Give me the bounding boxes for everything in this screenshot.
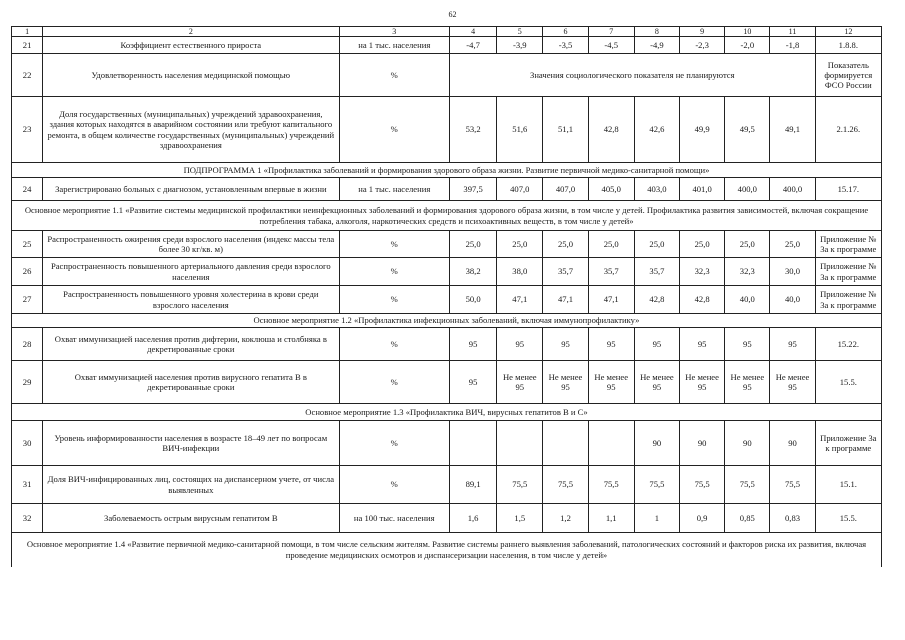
value-cell-8: 75,5 — [634, 466, 679, 504]
value-cell-5: 1,5 — [497, 504, 543, 533]
value-cell-7 — [588, 421, 634, 466]
value-cell-6: 51,1 — [543, 97, 588, 163]
reference-cell: Приложение № 3а к программе — [815, 258, 881, 286]
unit-cell: % — [339, 286, 450, 314]
unit-cell: на 100 тыс. населения — [339, 504, 450, 533]
header-cell-5: 5 — [497, 27, 543, 37]
value-cell-4: 397,5 — [450, 178, 497, 201]
table-row — [12, 466, 882, 504]
unit-cell: % — [339, 97, 450, 163]
reference-cell: Приложение № 3а к программе — [815, 286, 881, 314]
value-cell-11: 49,1 — [770, 97, 815, 163]
value-cell-9: 95 — [680, 328, 725, 361]
indicator-name: Зарегистрировано больных с диагнозом, установленным впервые в жизни — [43, 178, 339, 201]
row-number: 27 — [12, 286, 43, 314]
value-cell-5: 25,0 — [497, 231, 543, 258]
section-row — [12, 314, 882, 328]
value-cell-11: 30,0 — [770, 258, 815, 286]
value-cell-8: 42,8 — [634, 286, 679, 314]
header-cell-8: 8 — [634, 27, 679, 37]
value-cell-5: 95 — [497, 328, 543, 361]
value-cell-11: 95 — [770, 328, 815, 361]
value-cell-8: 25,0 — [634, 231, 679, 258]
value-cell-6: 35,7 — [543, 258, 588, 286]
value-cell-10: 95 — [725, 328, 770, 361]
value-cell-9: -2,3 — [680, 37, 725, 54]
plan-note: Значения социологического показателя не планируются — [450, 54, 816, 97]
header-cell-4: 4 — [450, 27, 497, 37]
row-number: 32 — [12, 504, 43, 533]
reference-cell: 15.1. — [815, 466, 881, 504]
section-title: ПОДПРОГРАММА 1 «Профилактика заболеваний и формирования здорового образа жизни. Развитие первичной медико-санитарной помощи» — [12, 163, 882, 178]
value-cell-5: 51,6 — [497, 97, 543, 163]
value-cell-9: 0,9 — [680, 504, 725, 533]
value-cell-5: 38,0 — [497, 258, 543, 286]
value-cell-7: 405,0 — [588, 178, 634, 201]
indicator-name: Распространенность повышенного уровня холестерина в крови среди взрослого населения — [43, 286, 339, 314]
row-number: 21 — [12, 37, 43, 54]
value-cell-5 — [497, 421, 543, 466]
table-row — [12, 361, 882, 404]
value-cell-4: 25,0 — [450, 231, 497, 258]
indicator-name: Охват иммунизацией населения против дифтерии, коклюша и столбняка в декретированные сроки — [43, 328, 339, 361]
value-cell-7: 35,7 — [588, 258, 634, 286]
section-row — [12, 533, 882, 567]
section-title: Основное мероприятие 1.3 «Профилактика ВИЧ, вирусных гепатитов В и С» — [12, 404, 882, 421]
section-title: Основное мероприятие 1.2 «Профилактика инфекционных заболеваний, включая иммунопрофилактику» — [12, 314, 882, 328]
value-cell-9: 75,5 — [680, 466, 725, 504]
value-cell-7: 25,0 — [588, 231, 634, 258]
value-cell-7: Не менее 95 — [588, 361, 634, 404]
value-cell-8: 42,6 — [634, 97, 679, 163]
reference-cell: 15.5. — [815, 361, 881, 404]
indicator-name: Распространенность повышенного артериального давления среди взрослого населения — [43, 258, 339, 286]
value-cell-4: 1,6 — [450, 504, 497, 533]
value-cell-6: 75,5 — [543, 466, 588, 504]
value-cell-11: 90 — [770, 421, 815, 466]
value-cell-9: 401,0 — [680, 178, 725, 201]
reference-cell: 15.5. — [815, 504, 881, 533]
table-row — [12, 286, 882, 314]
indicator-name: Заболеваемость острым вирусным гепатитом В — [43, 504, 339, 533]
reference-cell: 15.17. — [815, 178, 881, 201]
value-cell-6: 407,0 — [543, 178, 588, 201]
value-cell-8: 90 — [634, 421, 679, 466]
row-number: 22 — [12, 54, 43, 97]
value-cell-4: 95 — [450, 361, 497, 404]
row-number: 26 — [12, 258, 43, 286]
value-cell-11: 0,83 — [770, 504, 815, 533]
section-title: Основное мероприятие 1.1 «Развитие системы медицинской профилактики неинфекционных заболеваний и формирования здорового образа жизни, в том числе у детей. Профилактика развития зависимостей, включая сокращение потребления табака, алкоголя, наркотических средств и психоактивных веществ, в том числе у детей» — [12, 201, 882, 231]
value-cell-8: -4,9 — [634, 37, 679, 54]
value-cell-10: 32,3 — [725, 258, 770, 286]
value-cell-10: 40,0 — [725, 286, 770, 314]
indicator-name: Охват иммунизацией населения против вирусного гепатита В в декретированные сроки — [43, 361, 339, 404]
indicator-name: Распространенность ожирения среди взрослого населения (индекс массы тела более 30 кг/кв. м) — [43, 231, 339, 258]
unit-cell: % — [339, 361, 450, 404]
value-cell-10: Не менее 95 — [725, 361, 770, 404]
value-cell-6: -3,5 — [543, 37, 588, 54]
value-cell-10: 400,0 — [725, 178, 770, 201]
value-cell-11: 75,5 — [770, 466, 815, 504]
unit-cell: % — [339, 258, 450, 286]
value-cell-7: 42,8 — [588, 97, 634, 163]
value-cell-4: -4,7 — [450, 37, 497, 54]
header-cell-10: 10 — [725, 27, 770, 37]
value-cell-4 — [450, 421, 497, 466]
value-cell-6: 47,1 — [543, 286, 588, 314]
indicator-name: Коэффициент естественного прироста — [43, 37, 339, 54]
table-row — [12, 421, 882, 466]
value-cell-4: 89,1 — [450, 466, 497, 504]
value-cell-9: 90 — [680, 421, 725, 466]
section-title: Основное мероприятие 1.4 «Развитие первичной медико-санитарной помощи, в том числе сельским жителям. Развитие системы раннего выявления заболеваний, патологических состояний и факторов риска их развития, включая проведение медицинских осмотров и диспансеризации населения, в том числе у детей» — [12, 533, 882, 567]
indicator-name: Доля государственных (муниципальных) учреждений здравоохранения, здания которых находятся в аварийном состоянии или требуют капитального ремонта, в общем количестве государственных (муниципальных) учреждений здравоохранения — [43, 97, 339, 163]
row-number: 30 — [12, 421, 43, 466]
row-number: 25 — [12, 231, 43, 258]
row-number: 24 — [12, 178, 43, 201]
value-cell-9: 25,0 — [680, 231, 725, 258]
value-cell-10: 90 — [725, 421, 770, 466]
value-cell-7: 75,5 — [588, 466, 634, 504]
table-row — [12, 504, 882, 533]
unit-cell: на 1 тыс. населения — [339, 37, 450, 54]
header-cell-2: 2 — [43, 27, 339, 37]
value-cell-11: -1,8 — [770, 37, 815, 54]
value-cell-5: Не менее 95 — [497, 361, 543, 404]
value-cell-10: 25,0 — [725, 231, 770, 258]
value-cell-9: 49,9 — [680, 97, 725, 163]
table-row — [12, 37, 882, 54]
value-cell-11: 25,0 — [770, 231, 815, 258]
value-cell-4: 50,0 — [450, 286, 497, 314]
reference-cell: Приложение 3а к программе — [815, 421, 881, 466]
value-cell-5: 75,5 — [497, 466, 543, 504]
indicator-name: Доля ВИЧ-инфицированных лиц, состоящих на диспансерном учете, от числа выявленных — [43, 466, 339, 504]
value-cell-6 — [543, 421, 588, 466]
value-cell-10: 0,85 — [725, 504, 770, 533]
row-number: 28 — [12, 328, 43, 361]
header-row — [12, 27, 882, 37]
value-cell-4: 53,2 — [450, 97, 497, 163]
unit-cell: % — [339, 54, 450, 97]
row-number: 31 — [12, 466, 43, 504]
value-cell-7: 1,1 — [588, 504, 634, 533]
value-cell-11: Не менее 95 — [770, 361, 815, 404]
value-cell-11: 400,0 — [770, 178, 815, 201]
header-cell-6: 6 — [543, 27, 588, 37]
reference-cell: Показатель формируется ФСО России — [815, 54, 881, 97]
value-cell-10: -2,0 — [725, 37, 770, 54]
value-cell-7: 47,1 — [588, 286, 634, 314]
reference-cell: 2.1.26. — [815, 97, 881, 163]
section-row — [12, 201, 882, 231]
value-cell-6: 1,2 — [543, 504, 588, 533]
header-cell-11: 11 — [770, 27, 815, 37]
header-cell-7: 7 — [588, 27, 634, 37]
header-cell-3: 3 — [339, 27, 450, 37]
unit-cell: % — [339, 421, 450, 466]
value-cell-6: 95 — [543, 328, 588, 361]
header-cell-9: 9 — [680, 27, 725, 37]
page-number: 62 — [448, 10, 457, 19]
value-cell-7: 95 — [588, 328, 634, 361]
table-row — [12, 231, 882, 258]
table-row — [12, 328, 882, 361]
value-cell-4: 95 — [450, 328, 497, 361]
value-cell-6: 25,0 — [543, 231, 588, 258]
value-cell-9: Не менее 95 — [680, 361, 725, 404]
value-cell-10: 49,5 — [725, 97, 770, 163]
indicators-table — [11, 26, 882, 567]
unit-cell: % — [339, 231, 450, 258]
header-cell-1: 1 — [12, 27, 43, 37]
table-row — [12, 178, 882, 201]
unit-cell: % — [339, 466, 450, 504]
table-row — [12, 258, 882, 286]
reference-cell: 1.8.8. — [815, 37, 881, 54]
value-cell-5: 47,1 — [497, 286, 543, 314]
header-cell-12: 12 — [815, 27, 881, 37]
table-row — [12, 97, 882, 163]
value-cell-8: Не менее 95 — [634, 361, 679, 404]
value-cell-6: Не менее 95 — [543, 361, 588, 404]
section-row — [12, 163, 882, 178]
row-number: 23 — [12, 97, 43, 163]
row-number: 29 — [12, 361, 43, 404]
value-cell-8: 1 — [634, 504, 679, 533]
table-row — [12, 54, 882, 97]
value-cell-5: 407,0 — [497, 178, 543, 201]
value-cell-11: 40,0 — [770, 286, 815, 314]
section-row — [12, 404, 882, 421]
unit-cell: на 1 тыс. населения — [339, 178, 450, 201]
value-cell-9: 32,3 — [680, 258, 725, 286]
indicator-name: Уровень информированности населения в возрасте 18–49 лет по вопросам ВИЧ-инфекции — [43, 421, 339, 466]
indicator-name: Удовлетворенность населения медицинской помощью — [43, 54, 339, 97]
value-cell-5: -3,9 — [497, 37, 543, 54]
unit-cell: % — [339, 328, 450, 361]
value-cell-8: 95 — [634, 328, 679, 361]
value-cell-9: 42,8 — [680, 286, 725, 314]
value-cell-10: 75,5 — [725, 466, 770, 504]
value-cell-8: 403,0 — [634, 178, 679, 201]
reference-cell: Приложение № 3а к программе — [815, 231, 881, 258]
value-cell-8: 35,7 — [634, 258, 679, 286]
value-cell-7: -4,5 — [588, 37, 634, 54]
reference-cell: 15.22. — [815, 328, 881, 361]
value-cell-4: 38,2 — [450, 258, 497, 286]
